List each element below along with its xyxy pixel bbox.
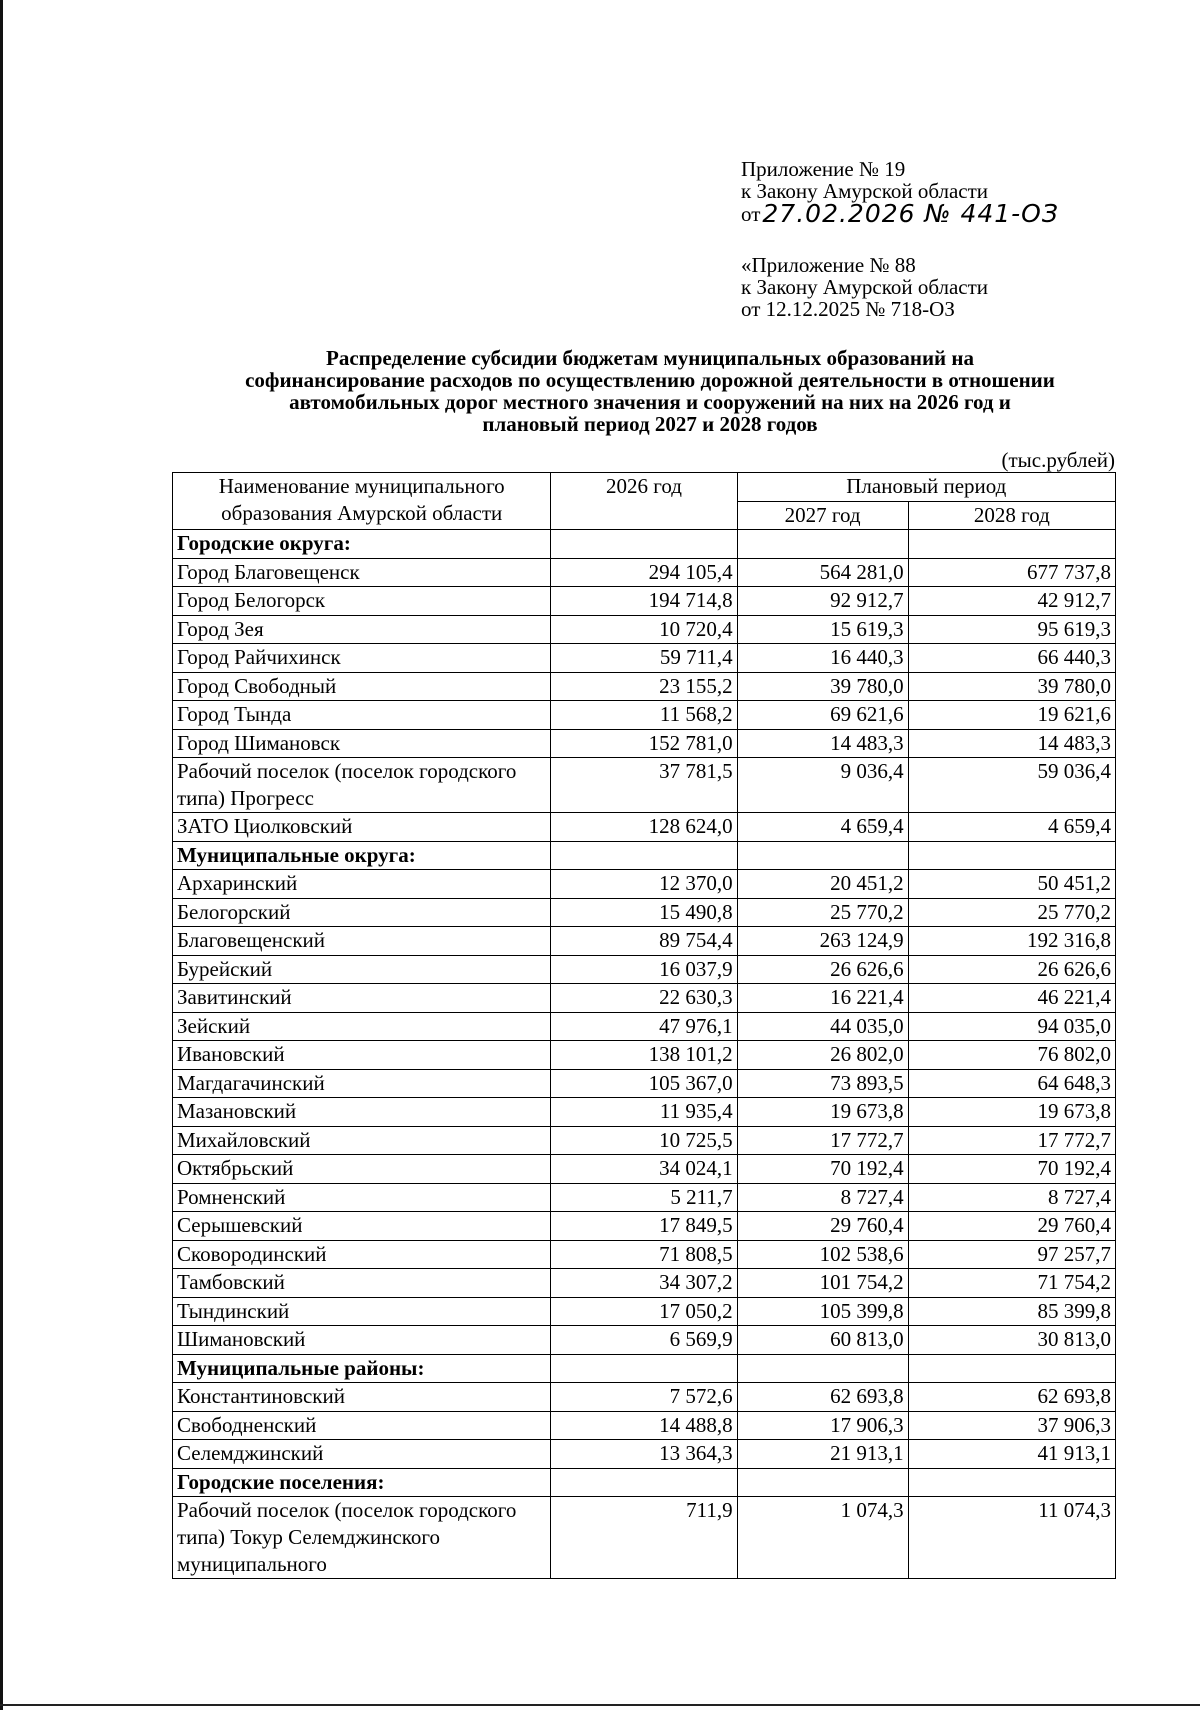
- value-2028: 71 754,2: [908, 1269, 1115, 1298]
- value-2027: 4 659,4: [737, 813, 908, 842]
- title-line-4: плановый период 2027 и 2028 годов: [482, 412, 818, 436]
- value-2026: 10 725,5: [551, 1126, 737, 1155]
- table-row: [173, 813, 1116, 842]
- value-2026: 128 624,0: [551, 813, 737, 842]
- value-2027: 29 760,4: [737, 1212, 908, 1241]
- municipality-name: Благовещенский: [173, 927, 551, 956]
- value-2028: 19 673,8: [908, 1098, 1115, 1127]
- value-2028: 14 483,3: [908, 729, 1115, 758]
- value-2028: 25 770,2: [908, 898, 1115, 927]
- municipality-name: Архаринский: [173, 870, 551, 899]
- municipality-name: Город Тында: [173, 701, 551, 730]
- municipality-name: Бурейский: [173, 955, 551, 984]
- subsidy-table: [172, 472, 1116, 1579]
- section-row: [173, 1468, 1116, 1497]
- table-row: [173, 927, 1116, 956]
- empty-cell: [737, 1354, 908, 1383]
- value-2028: 64 648,3: [908, 1069, 1115, 1098]
- table-row: [173, 1126, 1116, 1155]
- section-title: Городские поселения:: [173, 1468, 551, 1497]
- municipality-name: Город Шимановск: [173, 729, 551, 758]
- value-2028: 70 192,4: [908, 1155, 1115, 1184]
- value-2026: 7 572,6: [551, 1383, 737, 1412]
- scan-left-border: [0, 0, 3, 1710]
- header-planned-period: Плановый период: [737, 473, 1115, 502]
- section-title: Муниципальные округа:: [173, 841, 551, 870]
- municipality-name: Серышевский: [173, 1212, 551, 1241]
- municipality-name: Город Свободный: [173, 672, 551, 701]
- header-municipality-line-1: Наименование муниципального: [218, 474, 505, 498]
- appendix-88-block: [741, 254, 988, 320]
- value-2028: 11 074,3: [908, 1497, 1115, 1579]
- section-row: [173, 530, 1116, 559]
- municipality-name: Ромненский: [173, 1183, 551, 1212]
- section-title: Городские округа:: [173, 530, 551, 559]
- value-2027: 21 913,1: [737, 1440, 908, 1469]
- value-2026: 16 037,9: [551, 955, 737, 984]
- municipality-name: Город Райчихинск: [173, 644, 551, 673]
- value-2026: 47 976,1: [551, 1012, 737, 1041]
- value-2027: 62 693,8: [737, 1383, 908, 1412]
- value-2027: 102 538,6: [737, 1240, 908, 1269]
- value-2027: 39 780,0: [737, 672, 908, 701]
- empty-cell: [908, 841, 1115, 870]
- value-2026: 12 370,0: [551, 870, 737, 899]
- value-2027: 92 912,7: [737, 587, 908, 616]
- value-2027: 17 772,7: [737, 1126, 908, 1155]
- table-row: [173, 1269, 1116, 1298]
- value-2028: 4 659,4: [908, 813, 1115, 842]
- value-2028: 37 906,3: [908, 1411, 1115, 1440]
- value-2028: 85 399,8: [908, 1297, 1115, 1326]
- title-line-2: софинансирование расходов по осуществлению дорожной деятельности в отношении: [245, 368, 1055, 392]
- value-2027: 14 483,3: [737, 729, 908, 758]
- value-2027: 263 124,9: [737, 927, 908, 956]
- value-2028: 8 727,4: [908, 1183, 1115, 1212]
- value-2026: 11 935,4: [551, 1098, 737, 1127]
- table-row: [173, 1297, 1116, 1326]
- municipality-name: Константиновский: [173, 1383, 551, 1412]
- empty-cell: [551, 1468, 737, 1497]
- municipality-name: Белогорский: [173, 898, 551, 927]
- value-2026: 22 630,3: [551, 984, 737, 1013]
- value-2028: 59 036,4: [908, 758, 1115, 813]
- appendix-19-block: [741, 157, 1059, 228]
- value-2026: 711,9: [551, 1497, 737, 1579]
- value-2027: 9 036,4: [737, 758, 908, 813]
- value-2028: 41 913,1: [908, 1440, 1115, 1469]
- header-2027: 2027 год: [737, 501, 908, 530]
- value-2028: 19 621,6: [908, 701, 1115, 730]
- empty-cell: [737, 1468, 908, 1497]
- table-row: [173, 1069, 1116, 1098]
- table-row: [173, 870, 1116, 899]
- appendix-19-date: [741, 199, 1059, 228]
- value-2027: 16 440,3: [737, 644, 908, 673]
- value-2028: 76 802,0: [908, 1041, 1115, 1070]
- value-2028: 94 035,0: [908, 1012, 1115, 1041]
- table-row: [173, 1098, 1116, 1127]
- municipality-name: Город Зея: [173, 615, 551, 644]
- units-label: (тыс.рублей): [1001, 448, 1115, 472]
- header-2028: 2028 год: [908, 501, 1115, 530]
- title-line-3: автомобильных дорог местного значения и сооружений на них на 2026 год и: [289, 390, 1011, 414]
- value-2026: 5 211,7: [551, 1183, 737, 1212]
- municipality-name: Тындинский: [173, 1297, 551, 1326]
- table-row: [173, 1326, 1116, 1355]
- table-header-row-1: [173, 473, 1116, 502]
- value-2027: 44 035,0: [737, 1012, 908, 1041]
- value-2026: 13 364,3: [551, 1440, 737, 1469]
- value-2026: 14 488,8: [551, 1411, 737, 1440]
- table-row: [173, 1212, 1116, 1241]
- municipality-name: Город Благовещенск: [173, 558, 551, 587]
- value-2027: 26 802,0: [737, 1041, 908, 1070]
- municipality-name: Селемджинский: [173, 1440, 551, 1469]
- municipality-name: Октябрьский: [173, 1155, 551, 1184]
- municipality-name: Рабочий поселок (поселок городского типа) Прогресс: [173, 758, 551, 813]
- value-2028: 30 813,0: [908, 1326, 1115, 1355]
- empty-cell: [737, 530, 908, 559]
- value-2027: 69 621,6: [737, 701, 908, 730]
- value-2026: 23 155,2: [551, 672, 737, 701]
- value-2027: 70 192,4: [737, 1155, 908, 1184]
- empty-cell: [551, 841, 737, 870]
- table-row: [173, 1183, 1116, 1212]
- table-row: [173, 1497, 1116, 1579]
- value-2027: 26 626,6: [737, 955, 908, 984]
- value-2026: 105 367,0: [551, 1069, 737, 1098]
- title-line-1: Распределение субсидии бюджетам муниципальных образований на: [326, 346, 974, 370]
- header-municipality: [173, 473, 551, 530]
- table-row: [173, 984, 1116, 1013]
- value-2027: 16 221,4: [737, 984, 908, 1013]
- value-2027: 1 074,3: [737, 1497, 908, 1579]
- value-2026: 138 101,2: [551, 1041, 737, 1070]
- municipality-name: Магдагачинский: [173, 1069, 551, 1098]
- document-title: [160, 347, 1140, 435]
- municipality-name: Шимановский: [173, 1326, 551, 1355]
- table-row: [173, 1240, 1116, 1269]
- value-2028: 95 619,3: [908, 615, 1115, 644]
- value-2028: 26 626,6: [908, 955, 1115, 984]
- header-municipality-line-2: образования Амурской области: [221, 501, 503, 525]
- empty-cell: [737, 841, 908, 870]
- value-2026: 6 569,9: [551, 1326, 737, 1355]
- table-row: [173, 1440, 1116, 1469]
- value-2028: 42 912,7: [908, 587, 1115, 616]
- appendix-19-law: к Закону Амурской области: [741, 179, 989, 203]
- empty-cell: [908, 1354, 1115, 1383]
- municipality-name: Рабочий поселок (поселок городского типа) Токур Селемджинского муниципального: [173, 1497, 551, 1579]
- value-2026: 11 568,2: [551, 701, 737, 730]
- handwritten-date-number: 27.02.2026 № 441-ОЗ: [762, 199, 1059, 228]
- value-2028: 97 257,7: [908, 1240, 1115, 1269]
- value-2026: 194 714,8: [551, 587, 737, 616]
- appendix-88-date: от 12.12.2025 № 718-ОЗ: [741, 297, 955, 321]
- value-2026: 59 711,4: [551, 644, 737, 673]
- appendix-19-title: Приложение № 19: [741, 157, 906, 181]
- municipality-name: Мазановский: [173, 1098, 551, 1127]
- value-2026: 34 024,1: [551, 1155, 737, 1184]
- value-2028: 62 693,8: [908, 1383, 1115, 1412]
- value-2028: 46 221,4: [908, 984, 1115, 1013]
- value-2028: 29 760,4: [908, 1212, 1115, 1241]
- municipality-name: Сковородинский: [173, 1240, 551, 1269]
- subsidy-table-body: [173, 473, 1116, 1579]
- value-2027: 60 813,0: [737, 1326, 908, 1355]
- header-2026: 2026 год: [551, 473, 737, 530]
- section-row: [173, 1354, 1116, 1383]
- value-2028: 17 772,7: [908, 1126, 1115, 1155]
- municipality-name: Ивановский: [173, 1041, 551, 1070]
- value-2027: 564 281,0: [737, 558, 908, 587]
- value-2026: 152 781,0: [551, 729, 737, 758]
- section-row: [173, 841, 1116, 870]
- value-2027: 8 727,4: [737, 1183, 908, 1212]
- table-row: [173, 644, 1116, 673]
- value-2026: 10 720,4: [551, 615, 737, 644]
- municipality-name: Город Белогорск: [173, 587, 551, 616]
- value-2028: 677 737,8: [908, 558, 1115, 587]
- value-2027: 105 399,8: [737, 1297, 908, 1326]
- value-2027: 20 451,2: [737, 870, 908, 899]
- table-row: [173, 1411, 1116, 1440]
- table-row: [173, 1012, 1116, 1041]
- value-2027: 19 673,8: [737, 1098, 908, 1127]
- municipality-name: Тамбовский: [173, 1269, 551, 1298]
- table-row: [173, 672, 1116, 701]
- table-row: [173, 558, 1116, 587]
- table-row: [173, 955, 1116, 984]
- value-2027: 73 893,5: [737, 1069, 908, 1098]
- table-row: [173, 729, 1116, 758]
- municipality-name: ЗАТО Циолковский: [173, 813, 551, 842]
- value-2026: 71 808,5: [551, 1240, 737, 1269]
- table-row: [173, 701, 1116, 730]
- value-2028: 192 316,8: [908, 927, 1115, 956]
- value-2026: 17 050,2: [551, 1297, 737, 1326]
- section-title: Муниципальные районы:: [173, 1354, 551, 1383]
- value-2027: 17 906,3: [737, 1411, 908, 1440]
- table-row: [173, 1383, 1116, 1412]
- value-2028: 66 440,3: [908, 644, 1115, 673]
- value-2027: 25 770,2: [737, 898, 908, 927]
- scan-bottom-border: [0, 1704, 1200, 1706]
- table-row: [173, 615, 1116, 644]
- empty-cell: [551, 1354, 737, 1383]
- empty-cell: [551, 530, 737, 559]
- appendix-88-law: к Закону Амурской области: [741, 275, 989, 299]
- value-2026: 294 105,4: [551, 558, 737, 587]
- empty-cell: [908, 530, 1115, 559]
- municipality-name: Михайловский: [173, 1126, 551, 1155]
- value-2028: 39 780,0: [908, 672, 1115, 701]
- municipality-name: Свободненский: [173, 1411, 551, 1440]
- value-2027: 101 754,2: [737, 1269, 908, 1298]
- table-row: [173, 1155, 1116, 1184]
- value-2027: 15 619,3: [737, 615, 908, 644]
- value-2026: 17 849,5: [551, 1212, 737, 1241]
- value-2026: 37 781,5: [551, 758, 737, 813]
- value-2026: 34 307,2: [551, 1269, 737, 1298]
- table-row: [173, 758, 1116, 813]
- value-2026: 89 754,4: [551, 927, 737, 956]
- empty-cell: [908, 1468, 1115, 1497]
- value-2026: 15 490,8: [551, 898, 737, 927]
- table-row: [173, 898, 1116, 927]
- appendix-88-title: «Приложение № 88: [741, 253, 916, 277]
- municipality-name: Зейский: [173, 1012, 551, 1041]
- table-row: [173, 1041, 1116, 1070]
- date-prefix: от: [741, 202, 761, 226]
- table-row: [173, 587, 1116, 616]
- municipality-name: Завитинский: [173, 984, 551, 1013]
- value-2028: 50 451,2: [908, 870, 1115, 899]
